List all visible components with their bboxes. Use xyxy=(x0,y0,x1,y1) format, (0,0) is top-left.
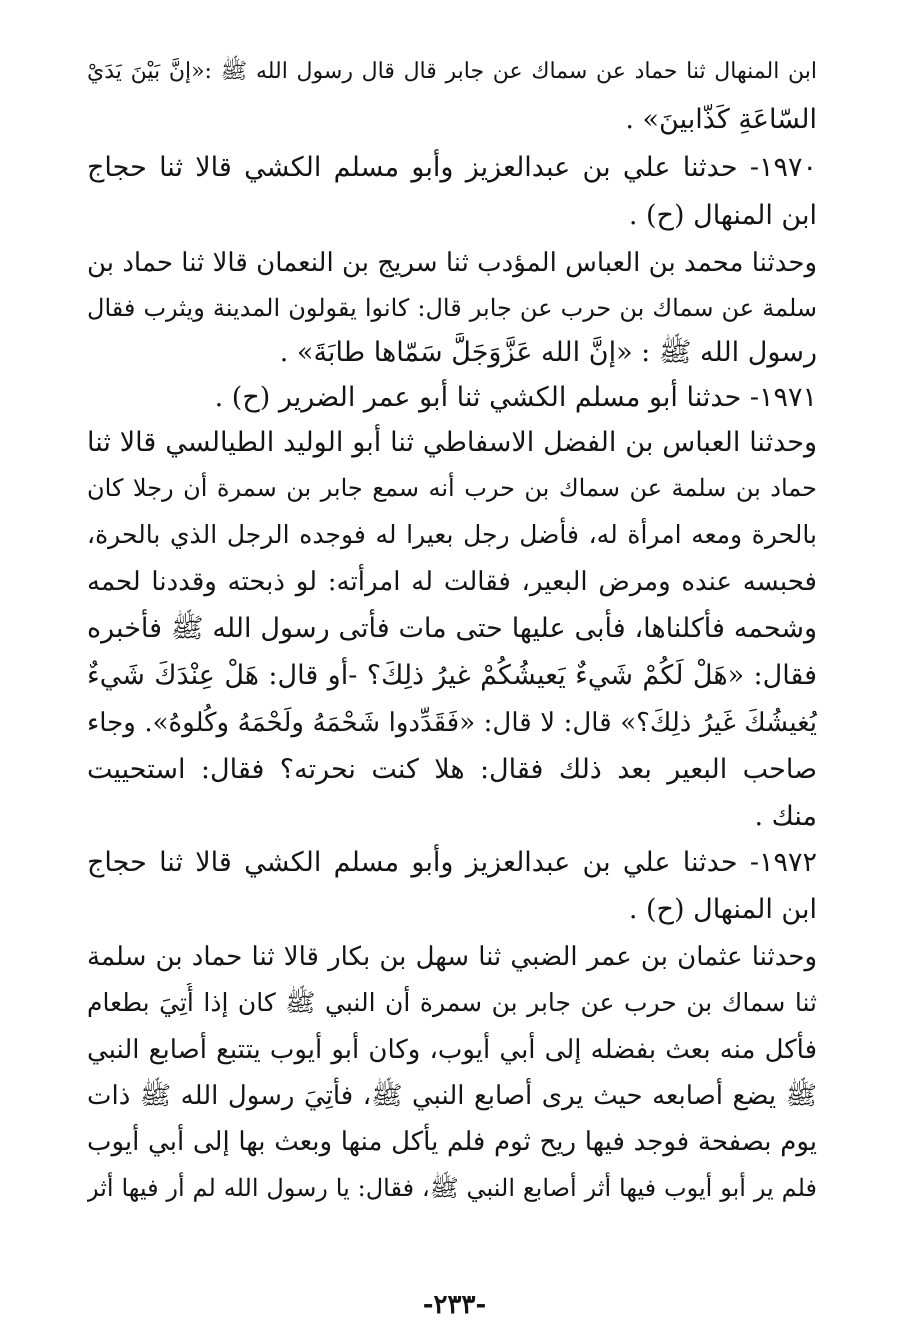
text-line: منك . xyxy=(754,801,817,832)
text-line: ابن المنهال (ح) . xyxy=(628,200,817,231)
text-line: سلمة عن سماك بن حرب عن جابر قال: كانوا يقولون المدينة ويثرب فقال xyxy=(87,294,817,322)
text-line: فقال: «هَلْ لَكُمْ شَيءٌ يَعيشُكُمْ غيرُ ذلِكَ؟ -أو قال: هَلْ عِنْدَكَ شَيءٌ xyxy=(87,660,817,691)
text-line: وحدثنا عثمان بن عمر الضبي ثنا سهل بن بكار قالا ثنا حماد بن سلمة xyxy=(87,942,817,972)
text-line: بالحرة ومعه امرأة له، فأضل رجل بعيرا له فوجده الرجل الذي بالحرة، xyxy=(87,520,817,549)
text-line: رسول الله ﷺ : «إنَّ الله عَزَّوَجَلَّ سَمّاها طابَةَ» . xyxy=(279,337,817,368)
hadith-1970-heading: ١٩٧٠- حدثنا علي بن عبدالعزيز وأبو مسلم الكشي قالا ثنا حجاج xyxy=(87,152,817,183)
page-number: -٢٣٣- xyxy=(422,1290,487,1320)
text-line: السّاعَةِ كَذّابينَ» . xyxy=(625,104,817,135)
text-line: ابن المنهال (ح) . xyxy=(628,894,817,925)
text-line: وشحمه فأكلناها، فأبى عليها حتى مات فأتى رسول الله ﷺ فأخبره xyxy=(87,613,817,644)
text-line: فأكل منه بعث بفضله إلى أبي أيوب، وكان أبو أيوب يتتبع أصابع النبي xyxy=(87,1035,817,1065)
hadith-1971-heading: ١٩٧١- حدثنا أبو مسلم الكشي ثنا أبو عمر الضرير (ح) . xyxy=(214,382,817,413)
text-line: فحبسه عنده ومرض البعير، فقالت له امرأته: لو ذبحته وقددنا لحمه xyxy=(87,567,817,597)
text-line: ابن المنهال ثنا حماد عن سماك عن جابر قال قال رسول الله ﷺ :«إنَّ بَيْنَ يَدَيْ xyxy=(87,59,817,84)
text-line: ثنا سماك بن حرب عن جابر بن سمرة أن النبي ﷺ كان إذا أُتِيَ بطعام xyxy=(87,988,817,1017)
hadith-1972-heading: ١٩٧٢- حدثنا علي بن عبدالعزيز وأبو مسلم الكشي قالا ثنا حجاج xyxy=(87,847,817,878)
text-line: وحدثنا محمد بن العباس المؤدب ثنا سريج بن النعمان قالا ثنا حماد بن xyxy=(87,248,817,278)
text-line: صاحب البعير بعد ذلك فقال: هلا كنت نحرته؟ فقال: استحييت xyxy=(87,754,817,785)
text-line: فلم ير أبو أيوب فيها أثر أصابع النبي ﷺ، فقال: يا رسول الله لم أر فيها أثر xyxy=(87,1174,817,1202)
text-line: وحدثنا العباس بن الفضل الاسفاطي ثنا أبو الوليد الطيالسي قالا ثنا xyxy=(87,427,817,458)
text-line: ﷺ يضع أصابعه حيث يرى أصابع النبي ﷺ، فأُتِيَ رسول الله ﷺ ذات xyxy=(87,1081,817,1111)
text-line: حماد بن سلمة عن سماك بن حرب أنه سمع جابر بن سمرة أن رجلا كان xyxy=(87,474,817,502)
text-line: يُغيشُكَ غَيرُ ذلِكَ؟» قال: لا قال: «فَقَدِّدوا شَحْمَهُ ولَحْمَهُ وكُلوهُ». وجاء xyxy=(87,708,817,738)
text-line: يوم بصفحة فوجد فيها ريح ثوم فلم يأكل منها وبعث بها إلى أبي أيوب xyxy=(87,1127,817,1157)
